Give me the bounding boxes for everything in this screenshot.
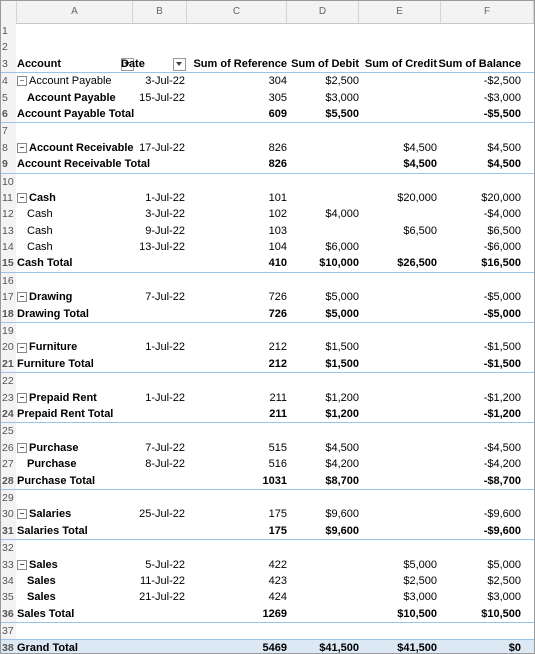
row-number[interactable]: 17: [1, 289, 16, 305]
account-cell[interactable]: [17, 440, 133, 456]
reference-cell[interactable]: 826: [268, 158, 287, 171]
debit-cell[interactable]: $5,000: [325, 307, 359, 320]
balance-cell[interactable]: -$5,000: [483, 307, 521, 320]
account-label: Account Payable: [29, 75, 112, 88]
date-cell[interactable]: 8-Jul-22: [145, 458, 185, 471]
row-number[interactable]: 36: [1, 606, 16, 622]
row-number[interactable]: 28: [1, 473, 16, 489]
row-number[interactable]: 25: [1, 423, 16, 439]
subtotal-row: [1, 255, 534, 272]
reference-cell[interactable]: 103: [268, 224, 287, 237]
row-number[interactable]: 37: [1, 623, 16, 639]
collapse-icon[interactable]: −: [17, 509, 27, 519]
column-header-a[interactable]: A: [17, 1, 133, 23]
debit-cell[interactable]: [287, 190, 359, 206]
account-label: Sales: [29, 558, 58, 571]
subtotal-row: [1, 406, 534, 423]
row-number[interactable]: 15: [1, 255, 16, 271]
balance-cell[interactable]: -$4,200: [483, 458, 521, 471]
collapse-icon[interactable]: −: [17, 560, 27, 570]
row-number[interactable]: 9: [1, 156, 16, 172]
row-number[interactable]: 33: [1, 557, 16, 573]
account-cell[interactable]: [17, 390, 133, 406]
debit-cell[interactable]: $4,500: [325, 441, 359, 454]
debit-cell[interactable]: $1,500: [325, 357, 359, 370]
account-cell[interactable]: Sales: [27, 574, 56, 587]
pivot-header-row: [1, 56, 534, 73]
table-row: [1, 223, 534, 239]
table-row: [1, 339, 534, 355]
table-row: [1, 73, 534, 89]
credit-cell[interactable]: [359, 523, 437, 539]
reference-cell[interactable]: 726: [268, 291, 287, 304]
collapse-icon[interactable]: −: [17, 443, 27, 453]
credit-cell[interactable]: [359, 90, 437, 106]
account-cell[interactable]: Account Receivable Total: [17, 158, 151, 171]
sheet-row: [1, 273, 534, 289]
debit-cell[interactable]: [287, 589, 359, 605]
reference-cell[interactable]: 422: [268, 558, 287, 571]
collapse-icon[interactable]: −: [17, 143, 27, 153]
sheet-row: [1, 174, 534, 190]
row-number[interactable]: 13: [1, 223, 16, 239]
account-cell[interactable]: [17, 339, 133, 355]
date-cell[interactable]: 15-Jul-22: [139, 91, 185, 104]
row-number[interactable]: 23: [1, 390, 16, 406]
row-number[interactable]: 11: [1, 190, 16, 206]
reference-cell[interactable]: 516: [268, 458, 287, 471]
date-cell[interactable]: 9-Jul-22: [145, 224, 185, 237]
debit-cell[interactable]: [287, 223, 359, 239]
account-cell[interactable]: Cash: [27, 224, 53, 237]
row-number[interactable]: 26: [1, 440, 16, 456]
table-row: [1, 456, 534, 472]
credit-cell[interactable]: $5,000: [403, 558, 437, 571]
account-cell[interactable]: [17, 190, 133, 206]
row-number[interactable]: 30: [1, 506, 16, 522]
credit-cell[interactable]: [359, 506, 437, 522]
row-number[interactable]: 29: [1, 490, 16, 506]
account-label: Prepaid Rent: [29, 391, 97, 404]
subtotal-row: [1, 106, 534, 123]
collapse-icon[interactable]: −: [17, 292, 27, 302]
debit-cell[interactable]: $9,600: [325, 508, 359, 521]
row-number[interactable]: 32: [1, 540, 16, 556]
balance-cell[interactable]: $16,500: [481, 257, 521, 270]
sheet-row: [1, 490, 534, 506]
debit-cell[interactable]: $4,200: [325, 458, 359, 471]
credit-cell[interactable]: [359, 473, 437, 489]
credit-cell[interactable]: [359, 289, 437, 305]
account-cell[interactable]: Grand Total: [17, 642, 78, 654]
credit-cell[interactable]: $2,500: [403, 574, 437, 587]
debit-cell[interactable]: $1,500: [325, 341, 359, 354]
debit-cell[interactable]: [287, 606, 359, 622]
reference-cell[interactable]: 609: [268, 107, 287, 120]
date-cell[interactable]: 11-Jul-22: [139, 574, 185, 587]
date-cell[interactable]: 25-Jul-22: [139, 508, 185, 521]
credit-cell[interactable]: [359, 456, 437, 472]
date-cell[interactable]: 7-Jul-22: [145, 291, 185, 304]
account-label: Cash: [29, 191, 56, 204]
reference-cell[interactable]: 826: [268, 141, 287, 154]
row-number[interactable]: 34: [1, 573, 16, 589]
credit-cell[interactable]: [359, 206, 437, 222]
debit-cell[interactable]: $5,500: [325, 107, 359, 120]
account-cell[interactable]: Sales Total: [17, 607, 75, 620]
debit-cell[interactable]: $10,000: [319, 257, 359, 270]
account-cell[interactable]: Purchase: [27, 458, 77, 471]
credit-cell[interactable]: [359, 306, 437, 322]
row-number[interactable]: 2: [1, 39, 16, 55]
row-number[interactable]: 3: [1, 56, 16, 72]
balance-cell[interactable]: -$5,500: [483, 107, 521, 120]
pivot-table: [1, 23, 534, 654]
balance-cell[interactable]: $3,000: [487, 591, 521, 604]
column-header-bar: [1, 1, 534, 24]
date-cell[interactable]: 1-Jul-22: [145, 391, 185, 404]
collapse-icon[interactable]: −: [17, 343, 27, 353]
credit-cell[interactable]: [359, 356, 437, 372]
credit-cell[interactable]: [359, 106, 437, 122]
reference-cell[interactable]: 211: [269, 391, 287, 404]
credit-cell[interactable]: [359, 73, 437, 89]
account-cell[interactable]: Prepaid Rent Total: [17, 407, 114, 420]
credit-cell[interactable]: [359, 239, 437, 255]
subtotal-row: [1, 473, 534, 490]
table-row: [1, 140, 534, 156]
row-number[interactable]: 12: [1, 206, 16, 222]
row-number[interactable]: 18: [1, 306, 16, 322]
row-number[interactable]: 7: [1, 123, 16, 139]
balance-header[interactable]: Sum of Balance: [438, 57, 521, 70]
sheet-row: [1, 423, 534, 439]
balance-cell[interactable]: $4,500: [487, 141, 521, 154]
sheet-row: [1, 123, 534, 139]
balance-cell[interactable]: $20,000: [481, 191, 521, 204]
column-header-d[interactable]: D: [287, 1, 359, 23]
credit-cell[interactable]: [359, 390, 437, 406]
table-row: [1, 390, 534, 406]
debit-cell[interactable]: [287, 156, 359, 172]
date-header[interactable]: [121, 56, 187, 72]
reference-cell[interactable]: 5469: [262, 642, 287, 654]
balance-cell[interactable]: $0: [508, 642, 521, 654]
debit-cell[interactable]: [287, 557, 359, 573]
table-row: [1, 440, 534, 456]
sheet-row: [1, 39, 534, 55]
balance-cell[interactable]: -$5,000: [483, 291, 521, 304]
account-cell[interactable]: Sales: [27, 591, 56, 604]
debit-cell[interactable]: [287, 573, 359, 589]
debit-cell[interactable]: $6,000: [325, 241, 359, 254]
balance-cell[interactable]: -$1,500: [483, 341, 521, 354]
credit-cell[interactable]: [359, 406, 437, 422]
balance-cell[interactable]: -$9,600: [483, 508, 521, 521]
account-cell[interactable]: Salaries Total: [17, 524, 88, 537]
balance-cell[interactable]: $2,500: [487, 574, 521, 587]
row-number[interactable]: 31: [1, 523, 16, 539]
debit-cell[interactable]: $3,000: [325, 91, 359, 104]
credit-cell[interactable]: $10,500: [397, 607, 437, 620]
select-all-corner[interactable]: [1, 1, 17, 23]
balance-cell[interactable]: $10,500: [481, 607, 521, 620]
debit-cell[interactable]: [287, 140, 359, 156]
reference-cell[interactable]: 410: [268, 257, 287, 270]
balance-cell[interactable]: -$1,200: [483, 407, 521, 420]
account-cell[interactable]: Cash: [27, 241, 53, 254]
credit-cell[interactable]: [359, 339, 437, 355]
account-cell[interactable]: Furniture Total: [17, 357, 94, 370]
balance-cell[interactable]: -$1,200: [483, 391, 521, 404]
date-cell[interactable]: 3-Jul-22: [145, 75, 185, 88]
balance-cell[interactable]: -$6,000: [483, 241, 521, 254]
account-label: Drawing: [29, 291, 73, 304]
account-cell[interactable]: Purchase Total: [17, 474, 96, 487]
reference-cell[interactable]: 424: [268, 591, 287, 604]
credit-header[interactable]: Sum of Credit: [364, 57, 437, 70]
table-row: [1, 190, 534, 206]
row-number[interactable]: 16: [1, 273, 16, 289]
row-number[interactable]: 35: [1, 589, 16, 605]
account-cell[interactable]: [17, 557, 133, 573]
debit-cell[interactable]: $41,500: [319, 642, 359, 654]
reference-cell[interactable]: 101: [268, 191, 287, 204]
credit-cell[interactable]: $4,500: [403, 141, 437, 154]
credit-cell[interactable]: $4,500: [403, 158, 437, 171]
subtotal-row: [1, 606, 534, 623]
balance-cell[interactable]: $6,500: [487, 224, 521, 237]
account-label: Account Receivable: [29, 141, 134, 154]
row-number[interactable]: 10: [1, 174, 16, 190]
row-number[interactable]: 24: [1, 406, 16, 422]
table-row: [1, 557, 534, 573]
sheet-row: [1, 323, 534, 339]
account-cell[interactable]: Cash Total: [17, 257, 73, 270]
date-cell[interactable]: 3-Jul-22: [145, 208, 185, 221]
account-cell[interactable]: Account Payable Total: [17, 107, 135, 120]
date-cell[interactable]: 13-Jul-22: [139, 241, 185, 254]
account-header[interactable]: [17, 56, 133, 72]
date-header-label: Date: [121, 57, 145, 70]
reference-cell[interactable]: 423: [268, 574, 287, 587]
subtotal-row: [1, 306, 534, 323]
debit-cell[interactable]: $1,200: [325, 407, 359, 420]
date-cell[interactable]: 5-Jul-22: [145, 558, 185, 571]
date-cell[interactable]: 17-Jul-22: [139, 141, 185, 154]
reference-cell[interactable]: 104: [268, 241, 287, 254]
debit-cell[interactable]: $4,000: [325, 208, 359, 221]
credit-cell[interactable]: $6,500: [403, 224, 437, 237]
balance-cell[interactable]: -$4,000: [483, 208, 521, 221]
column-header-e[interactable]: E: [359, 1, 441, 23]
reference-cell[interactable]: 212: [268, 341, 287, 354]
credit-cell[interactable]: $3,000: [403, 591, 437, 604]
date-cell[interactable]: 21-Jul-22: [139, 591, 185, 604]
column-header-f[interactable]: F: [441, 1, 534, 23]
collapse-icon[interactable]: −: [17, 193, 27, 203]
reference-cell[interactable]: 726: [268, 307, 287, 320]
credit-cell[interactable]: [359, 440, 437, 456]
debit-cell[interactable]: $2,500: [325, 75, 359, 88]
reference-cell[interactable]: 175: [268, 508, 287, 521]
account-label: Purchase: [29, 441, 79, 454]
account-cell[interactable]: [17, 506, 133, 522]
row-number[interactable]: 21: [1, 356, 16, 372]
debit-cell[interactable]: $9,600: [325, 524, 359, 537]
balance-cell[interactable]: -$9,600: [483, 524, 521, 537]
reference-cell[interactable]: 304: [268, 75, 287, 88]
date-filter-dropdown-icon[interactable]: [173, 58, 186, 71]
row-number[interactable]: 5: [1, 90, 16, 106]
reference-cell[interactable]: 305: [268, 91, 287, 104]
row-number[interactable]: 20: [1, 339, 16, 355]
balance-cell[interactable]: -$2,500: [483, 75, 521, 88]
row-number[interactable]: 6: [1, 106, 16, 122]
reference-cell[interactable]: 515: [268, 441, 287, 454]
date-cell[interactable]: 1-Jul-22: [145, 191, 185, 204]
account-cell[interactable]: Cash: [27, 208, 53, 221]
reference-header[interactable]: Sum of Reference: [193, 57, 287, 70]
account-cell[interactable]: [17, 73, 133, 89]
balance-cell[interactable]: -$1,500: [483, 357, 521, 370]
reference-cell[interactable]: 1269: [262, 607, 287, 620]
sheet-row: [1, 373, 534, 389]
collapse-icon[interactable]: −: [17, 76, 27, 86]
collapse-icon[interactable]: −: [17, 393, 27, 403]
table-row: [1, 206, 534, 222]
credit-cell[interactable]: $41,500: [397, 642, 437, 654]
account-cell[interactable]: [17, 289, 133, 305]
account-cell[interactable]: [17, 140, 133, 156]
table-row: [1, 573, 534, 589]
table-row: [1, 589, 534, 605]
account-cell[interactable]: Drawing Total: [17, 307, 89, 320]
date-cell[interactable]: 7-Jul-22: [145, 441, 185, 454]
balance-cell[interactable]: $4,500: [487, 158, 521, 171]
sheet-row: [1, 540, 534, 556]
table-row: [1, 289, 534, 305]
reference-cell[interactable]: 1031: [262, 474, 287, 487]
account-cell[interactable]: Account Payable: [27, 91, 116, 104]
reference-cell[interactable]: 102: [268, 208, 287, 221]
subtotal-row: [1, 523, 534, 540]
grand-total-row: [1, 639, 534, 654]
reference-cell[interactable]: 211: [269, 407, 287, 420]
column-header-c[interactable]: C: [187, 1, 287, 23]
balance-cell[interactable]: -$3,000: [483, 91, 521, 104]
debit-cell[interactable]: $8,700: [325, 474, 359, 487]
reference-cell[interactable]: 212: [268, 357, 287, 370]
row-number[interactable]: 27: [1, 456, 16, 472]
table-row: [1, 239, 534, 255]
row-number[interactable]: 22: [1, 373, 16, 389]
balance-cell[interactable]: -$8,700: [483, 474, 521, 487]
date-cell[interactable]: 1-Jul-22: [145, 341, 185, 354]
debit-header[interactable]: Sum of Debit: [291, 57, 359, 70]
row-number[interactable]: 1: [1, 23, 16, 39]
credit-cell[interactable]: $20,000: [397, 191, 437, 204]
account-label: Salaries: [29, 508, 72, 521]
debit-cell[interactable]: $5,000: [325, 291, 359, 304]
sheet-row: [1, 623, 534, 639]
reference-cell[interactable]: 175: [268, 524, 287, 537]
row-number[interactable]: 19: [1, 323, 16, 339]
column-header-b[interactable]: B: [133, 1, 187, 23]
row-number[interactable]: 8: [1, 140, 16, 156]
subtotal-row: [1, 156, 534, 173]
account-label: Furniture: [29, 341, 78, 354]
table-row: [1, 90, 534, 106]
table-row: [1, 506, 534, 522]
balance-cell[interactable]: $5,000: [487, 558, 521, 571]
row-number[interactable]: 38: [1, 640, 16, 654]
row-number[interactable]: 14: [1, 239, 16, 255]
credit-cell[interactable]: $26,500: [397, 257, 437, 270]
account-header-label: Account: [17, 57, 61, 70]
subtotal-row: [1, 356, 534, 373]
debit-cell[interactable]: $1,200: [325, 391, 359, 404]
row-number[interactable]: 4: [1, 73, 16, 89]
sheet-row: [1, 23, 534, 39]
balance-cell[interactable]: -$4,500: [483, 441, 521, 454]
